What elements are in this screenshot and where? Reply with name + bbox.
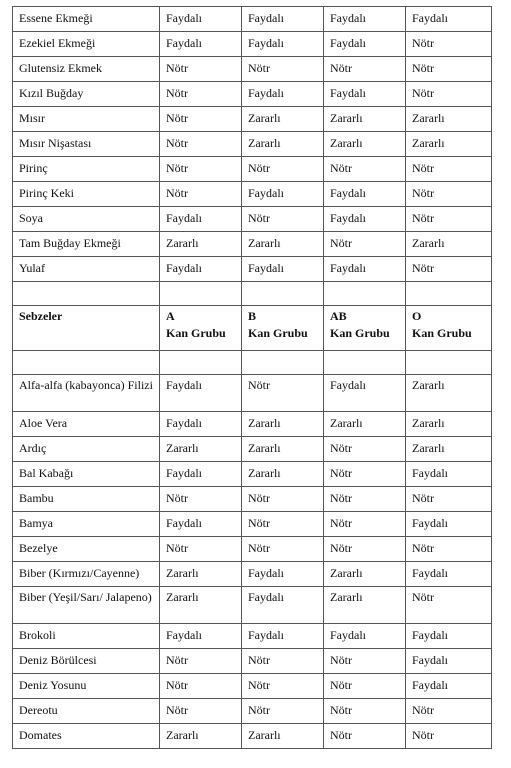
food-name-cell: Ardıç <box>13 437 160 462</box>
rating-cell: Zararlı <box>406 107 492 132</box>
header-o-group: Kan Grubu <box>412 326 472 340</box>
table-row <box>13 724 492 749</box>
spacer-row <box>13 282 492 306</box>
table-row <box>13 232 492 257</box>
rating-cell: Nötr <box>160 82 242 107</box>
food-name-cell: Alfa-alfa (kabayonca) Filizi <box>13 375 160 412</box>
rating-cell: Nötr <box>160 674 242 699</box>
rating-cell: Nötr <box>160 132 242 157</box>
food-name-cell: Biber (Kırmızı/Cayenne) <box>13 562 160 587</box>
section-break <box>13 282 492 375</box>
table-row <box>13 207 492 232</box>
rating-cell: Zararlı <box>160 587 242 624</box>
rating-cell: Zararlı <box>242 132 324 157</box>
rating-cell: Faydalı <box>160 207 242 232</box>
rating-cell: Nötr <box>324 649 406 674</box>
rating-cell: Zararlı <box>160 232 242 257</box>
rating-cell: Nötr <box>406 32 492 57</box>
rating-cell: Zararlı <box>406 132 492 157</box>
food-name-cell: Domates <box>13 724 160 749</box>
header-b-letter: B <box>248 309 257 323</box>
rating-cell: Nötr <box>242 157 324 182</box>
header-o-letter: O <box>412 309 422 323</box>
rating-cell: Nötr <box>242 512 324 537</box>
table-row <box>13 512 492 537</box>
rating-cell: Faydalı <box>160 7 242 32</box>
rating-cell: Nötr <box>242 674 324 699</box>
table-row <box>13 462 492 487</box>
document-page <box>12 6 491 749</box>
header-o <box>406 306 492 351</box>
rating-cell: Zararlı <box>242 462 324 487</box>
rating-cell: Nötr <box>406 157 492 182</box>
vegetable-rows <box>13 375 492 749</box>
rating-cell: Faydalı <box>242 587 324 624</box>
rating-cell: Zararlı <box>406 412 492 437</box>
rating-cell: Nötr <box>160 107 242 132</box>
rating-cell: Zararlı <box>242 724 324 749</box>
table-row <box>13 537 492 562</box>
rating-cell: Faydalı <box>160 512 242 537</box>
table-row <box>13 32 492 57</box>
food-name-cell: Glutensiz Ekmek <box>13 57 160 82</box>
rating-cell: Nötr <box>324 437 406 462</box>
rating-cell: Faydalı <box>406 7 492 32</box>
food-name-cell: Deniz Börülcesi <box>13 649 160 674</box>
empty-cell <box>242 351 324 375</box>
rating-cell: Faydalı <box>242 562 324 587</box>
rating-cell: Faydalı <box>406 624 492 649</box>
rating-cell: Faydalı <box>324 32 406 57</box>
rating-cell: Nötr <box>324 232 406 257</box>
rating-cell: Nötr <box>242 207 324 232</box>
food-name-cell: Bal Kabağı <box>13 462 160 487</box>
rating-cell: Faydalı <box>160 375 242 412</box>
rating-cell: Nötr <box>406 724 492 749</box>
food-name-cell: Pirinç <box>13 157 160 182</box>
rating-cell: Zararlı <box>406 375 492 412</box>
rating-cell: Nötr <box>324 157 406 182</box>
rating-cell: Nötr <box>242 537 324 562</box>
rating-cell: Zararlı <box>242 412 324 437</box>
rating-cell: Faydalı <box>406 674 492 699</box>
table-row <box>13 107 492 132</box>
rating-cell: Faydalı <box>242 7 324 32</box>
rating-cell: Faydalı <box>242 624 324 649</box>
spacer-row <box>13 351 492 375</box>
food-name-cell: Ezekiel Ekmeği <box>13 32 160 57</box>
table-row <box>13 437 492 462</box>
empty-cell <box>160 351 242 375</box>
table-row <box>13 57 492 82</box>
rating-cell: Nötr <box>406 82 492 107</box>
rating-cell: Nötr <box>324 724 406 749</box>
food-name-cell: Brokoli <box>13 624 160 649</box>
rating-cell: Faydalı <box>406 649 492 674</box>
table-row <box>13 699 492 724</box>
rating-cell: Nötr <box>406 182 492 207</box>
header-a <box>160 306 242 351</box>
empty-cell <box>324 282 406 306</box>
empty-cell <box>13 282 160 306</box>
empty-cell <box>324 351 406 375</box>
rating-cell: Faydalı <box>242 257 324 282</box>
rating-cell: Faydalı <box>160 412 242 437</box>
header-b <box>242 306 324 351</box>
empty-cell <box>242 282 324 306</box>
rating-cell: Zararlı <box>324 587 406 624</box>
table-row <box>13 587 492 624</box>
rating-cell: Zararlı <box>324 132 406 157</box>
rating-cell: Nötr <box>160 487 242 512</box>
food-name-cell: Mısır <box>13 107 160 132</box>
rating-cell: Nötr <box>160 182 242 207</box>
table-row <box>13 487 492 512</box>
food-name-cell: Kızıl Buğday <box>13 82 160 107</box>
rating-cell: Zararlı <box>160 437 242 462</box>
rating-cell: Faydalı <box>406 562 492 587</box>
rating-cell: Zararlı <box>160 562 242 587</box>
header-ab-group: Kan Grubu <box>330 326 390 340</box>
rating-cell: Zararlı <box>324 562 406 587</box>
header-category: Sebzeler <box>13 306 160 351</box>
table-row <box>13 674 492 699</box>
food-name-cell: Yulaf <box>13 257 160 282</box>
rating-cell: Nötr <box>242 375 324 412</box>
food-name-cell: Aloe Vera <box>13 412 160 437</box>
table-row <box>13 649 492 674</box>
rating-cell: Nötr <box>324 512 406 537</box>
rating-cell: Zararlı <box>324 107 406 132</box>
rating-cell: Faydalı <box>160 32 242 57</box>
food-name-cell: Biber (Yeşil/Sarı/ Jalapeno) <box>13 587 160 624</box>
food-name-cell: Bambu <box>13 487 160 512</box>
rating-cell: Nötr <box>406 587 492 624</box>
header-b-group: Kan Grubu <box>248 326 308 340</box>
rating-cell: Faydalı <box>242 32 324 57</box>
rating-cell: Zararlı <box>160 724 242 749</box>
empty-cell <box>160 282 242 306</box>
food-name-cell: Mısır Nişastası <box>13 132 160 157</box>
empty-cell <box>406 282 492 306</box>
table-row <box>13 182 492 207</box>
rating-cell: Zararlı <box>406 437 492 462</box>
food-name-cell: Dereotu <box>13 699 160 724</box>
header-ab-letter: AB <box>330 309 347 323</box>
food-name-cell: Bezelye <box>13 537 160 562</box>
empty-cell <box>406 351 492 375</box>
food-name-cell: Bamya <box>13 512 160 537</box>
rating-cell: Faydalı <box>160 624 242 649</box>
table-row <box>13 257 492 282</box>
rating-cell: Nötr <box>160 537 242 562</box>
blood-type-food-table <box>12 6 492 749</box>
rating-cell: Nötr <box>406 57 492 82</box>
rating-cell: Nötr <box>406 207 492 232</box>
rating-cell: Nötr <box>324 462 406 487</box>
rating-cell: Zararlı <box>242 437 324 462</box>
header-a-group: Kan Grubu <box>166 326 226 340</box>
rating-cell: Nötr <box>324 487 406 512</box>
rating-cell: Faydalı <box>324 624 406 649</box>
rating-cell: Nötr <box>324 699 406 724</box>
rating-cell: Nötr <box>242 487 324 512</box>
table-row <box>13 157 492 182</box>
rating-cell: Faydalı <box>406 462 492 487</box>
rating-cell: Nötr <box>242 57 324 82</box>
rating-cell: Faydalı <box>242 82 324 107</box>
food-name-cell: Essene Ekmeği <box>13 7 160 32</box>
header-a-letter: A <box>166 309 175 323</box>
rating-cell: Faydalı <box>324 182 406 207</box>
rating-cell: Nötr <box>242 699 324 724</box>
rating-cell: Zararlı <box>406 232 492 257</box>
rating-cell: Faydalı <box>324 82 406 107</box>
table-row <box>13 412 492 437</box>
empty-cell <box>13 351 160 375</box>
rating-cell: Zararlı <box>242 232 324 257</box>
food-name-cell: Soya <box>13 207 160 232</box>
table-row <box>13 132 492 157</box>
table-row <box>13 82 492 107</box>
rating-cell: Nötr <box>406 487 492 512</box>
table-row <box>13 562 492 587</box>
vegetables-header-row <box>13 306 492 351</box>
table-row <box>13 624 492 649</box>
table-row <box>13 7 492 32</box>
rating-cell: Zararlı <box>324 412 406 437</box>
rating-cell: Nötr <box>160 649 242 674</box>
table-row <box>13 375 492 412</box>
food-name-cell: Deniz Yosunu <box>13 674 160 699</box>
rating-cell: Faydalı <box>324 257 406 282</box>
rating-cell: Nötr <box>406 537 492 562</box>
rating-cell: Faydalı <box>324 375 406 412</box>
rating-cell: Nötr <box>324 57 406 82</box>
rating-cell: Nötr <box>160 57 242 82</box>
rating-cell: Faydalı <box>160 462 242 487</box>
rating-cell: Nötr <box>406 699 492 724</box>
rating-cell: Nötr <box>160 157 242 182</box>
rating-cell: Nötr <box>324 537 406 562</box>
rating-cell: Faydalı <box>406 512 492 537</box>
rating-cell: Faydalı <box>324 7 406 32</box>
rating-cell: Faydalı <box>242 182 324 207</box>
food-name-cell: Tam Buğday Ekmeği <box>13 232 160 257</box>
grain-rows <box>13 7 492 282</box>
rating-cell: Nötr <box>406 257 492 282</box>
rating-cell: Zararlı <box>242 107 324 132</box>
rating-cell: Nötr <box>242 649 324 674</box>
rating-cell: Nötr <box>324 674 406 699</box>
rating-cell: Faydalı <box>160 257 242 282</box>
rating-cell: Faydalı <box>324 207 406 232</box>
food-name-cell: Pirinç Keki <box>13 182 160 207</box>
header-ab <box>324 306 406 351</box>
rating-cell: Nötr <box>160 699 242 724</box>
